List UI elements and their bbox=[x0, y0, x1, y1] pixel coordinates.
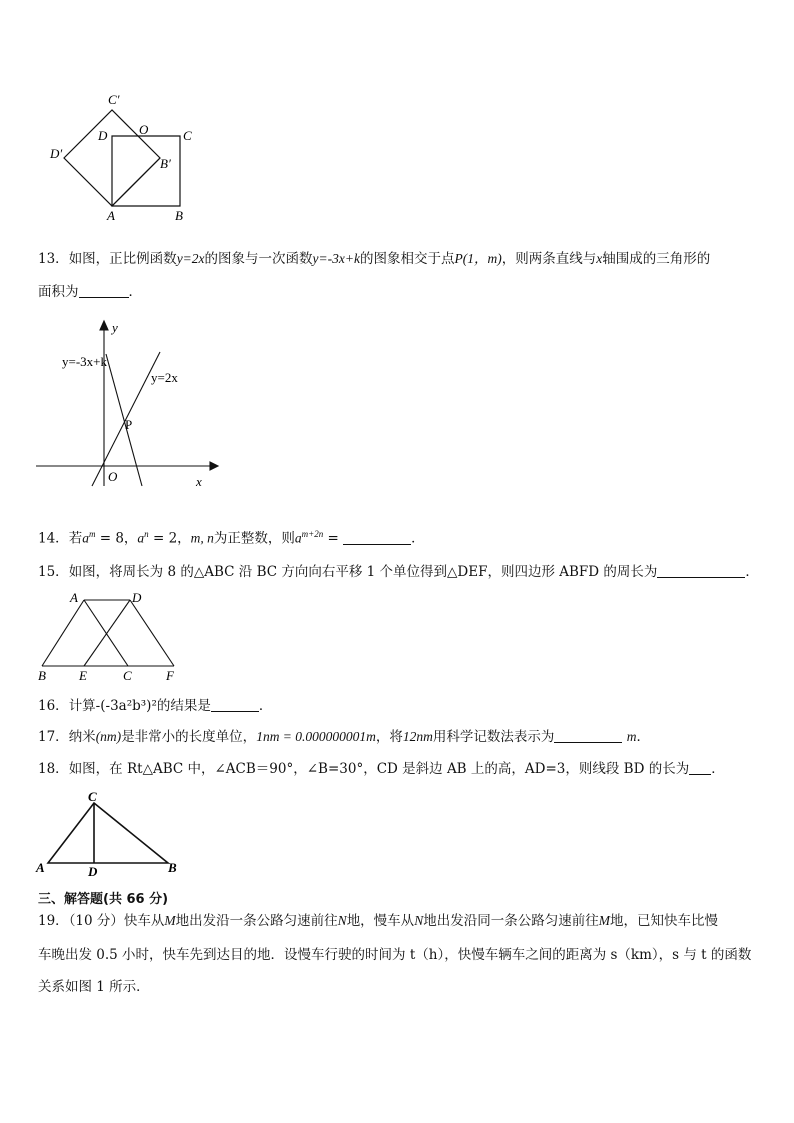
question-18 bbox=[38, 759, 725, 779]
q14-eq3: = bbox=[323, 530, 344, 547]
q13-line2-text: 面积为 bbox=[38, 284, 79, 300]
q13-end: ． bbox=[128, 284, 142, 300]
q14-sup3: m+2n bbox=[301, 529, 324, 539]
label-line1: y=-3x+k bbox=[62, 354, 107, 369]
q14-sup2: n bbox=[144, 529, 149, 539]
q19-text-1: 快车从 bbox=[123, 913, 165, 929]
q13-text-2: 的图象与一次函数 bbox=[204, 251, 313, 267]
q13-formula-2: y=-3x+k bbox=[312, 251, 360, 266]
y-axis-arrow bbox=[100, 321, 108, 330]
q17-end: ． bbox=[636, 729, 650, 745]
q19-n: N bbox=[337, 913, 347, 928]
question-14 bbox=[38, 524, 425, 549]
q13-text-5: 轴围成的三角形的 bbox=[602, 251, 711, 267]
label-f: F bbox=[166, 668, 174, 683]
q17-unit: m bbox=[626, 729, 637, 744]
q19-score: （10 分） bbox=[68, 913, 124, 929]
label-o: O bbox=[139, 122, 149, 137]
q14-eq1: = 8， bbox=[95, 530, 138, 547]
question-13-line-2 bbox=[38, 282, 142, 302]
q13-point-p: P(1，m) bbox=[454, 251, 502, 266]
triangle-abc bbox=[48, 803, 168, 863]
question-16 bbox=[38, 696, 272, 716]
q19-m: M bbox=[164, 913, 176, 928]
q13-formula-1: y=2x bbox=[176, 251, 205, 266]
q14-mn: m, n bbox=[190, 530, 214, 546]
q19-text-4: 地出发沿同一条公路匀速前往 bbox=[423, 913, 599, 929]
q14-answer-blank[interactable] bbox=[343, 530, 411, 545]
label-b: B bbox=[168, 860, 177, 875]
q14-text-2: 为正整数，则 bbox=[213, 530, 295, 547]
label-b: B bbox=[175, 208, 183, 223]
q16-text: 计算-(-3a²b³)²的结果是 bbox=[68, 698, 211, 714]
label-x: x bbox=[196, 474, 202, 489]
q17-answer-blank[interactable] bbox=[554, 728, 622, 743]
q18-text: 如图，在 Rt△ABC 中，∠ACB＝90°，∠B=30°，CD 是斜边 AB 上的高，AD=3，则线段 BD 的长为 bbox=[68, 761, 690, 777]
q17-text-4: 用科学记数法表示为 bbox=[432, 729, 555, 745]
question-19-line-2 bbox=[38, 945, 751, 965]
label-d: D bbox=[98, 128, 108, 143]
figure-q12-squares bbox=[40, 88, 210, 226]
label-p: P bbox=[125, 417, 133, 432]
q17-value: 12nm bbox=[402, 729, 433, 744]
q19-text-2: 地出发沿一条公路匀速前往 bbox=[175, 913, 338, 929]
label-b: B bbox=[38, 668, 46, 683]
label-y: y bbox=[112, 320, 118, 335]
question-17 bbox=[38, 727, 650, 747]
q19-number: 19． bbox=[38, 913, 69, 929]
segment-df bbox=[130, 600, 174, 666]
label-c: C bbox=[183, 128, 192, 143]
label-c: C bbox=[88, 789, 97, 804]
q13-text-1: 如图，正比例函数 bbox=[68, 251, 177, 267]
question-13 bbox=[38, 249, 710, 269]
q18-answer-blank[interactable] bbox=[689, 760, 711, 775]
q14-eq2: = 2， bbox=[148, 530, 191, 547]
label-b1: B′ bbox=[160, 156, 171, 171]
label-o: O bbox=[108, 469, 118, 484]
q13-number: 13． bbox=[38, 251, 69, 267]
label-d: D bbox=[88, 864, 98, 878]
label-a: A bbox=[107, 208, 115, 223]
question-15 bbox=[38, 562, 759, 582]
q15-answer-blank[interactable] bbox=[657, 563, 745, 578]
q17-equation: 1nm = 0.000000001m bbox=[256, 729, 376, 744]
q14-a2: a bbox=[137, 530, 145, 546]
q14-end: ． bbox=[411, 530, 425, 547]
question-19 bbox=[38, 911, 718, 931]
label-d1: D′ bbox=[50, 146, 63, 161]
q14-number: 14． bbox=[38, 530, 69, 547]
q16-end: ． bbox=[258, 698, 273, 714]
label-a: A bbox=[36, 860, 45, 875]
question-19-line-3 bbox=[38, 977, 150, 997]
label-d: D bbox=[132, 590, 142, 605]
label-c: C bbox=[123, 668, 132, 683]
q19-text-3: 地，慢车从 bbox=[346, 913, 415, 929]
q17-number: 17． bbox=[38, 729, 69, 745]
figure-q15-triangles bbox=[34, 588, 184, 684]
q15-end: ． bbox=[745, 564, 759, 580]
diagonal-ac bbox=[112, 158, 160, 206]
q13-x-var: x bbox=[596, 251, 603, 266]
figure-q13-graph bbox=[34, 318, 224, 494]
x-axis-arrow bbox=[210, 462, 218, 470]
q18-end: ． bbox=[711, 761, 725, 777]
q17-nm: (nm) bbox=[95, 729, 122, 744]
q19-text-5: 地，已知快车比慢 bbox=[609, 913, 718, 929]
section-3-title: 三、解答题(共 66 分) bbox=[38, 892, 169, 907]
label-c1: C′ bbox=[108, 92, 120, 107]
q14-a1: a bbox=[82, 530, 89, 546]
q13-answer-blank[interactable] bbox=[79, 283, 129, 298]
q18-number: 18． bbox=[38, 761, 69, 777]
q17-text-2: 是非常小的长度单位， bbox=[121, 729, 257, 745]
q19-n2: N bbox=[414, 913, 424, 928]
q19-m2: M bbox=[598, 913, 610, 928]
q16-answer-blank[interactable] bbox=[211, 697, 259, 712]
q15-text: 如图，将周长为 8 的△ABC 沿 BC 方向向右平移 1 个单位得到△DEF，则四边形 ABFD 的周长为 bbox=[68, 564, 658, 580]
q14-text-1: 若 bbox=[68, 530, 83, 547]
label-line2: y=2x bbox=[151, 370, 178, 385]
label-a: A bbox=[70, 590, 78, 605]
q16-number: 16． bbox=[38, 698, 69, 714]
q15-number: 15． bbox=[38, 564, 69, 580]
q17-text-3: ，将 bbox=[375, 729, 403, 745]
label-e: E bbox=[79, 668, 87, 683]
q17-text-1: 纳米 bbox=[68, 729, 96, 745]
q14-a3: a bbox=[294, 530, 302, 546]
q19-line2-text: 车晚出发 0.5 小时，快车先到达目的地．设慢车行驶的时间为 t（h），快慢车辆车之间的距离为 s（km），s 与 t 的函数 bbox=[38, 947, 752, 963]
q19-line3-text: 关系如图 1 所示． bbox=[38, 979, 150, 995]
q13-text-3: 的图象相交于点 bbox=[359, 251, 455, 267]
figure-q18-triangle bbox=[34, 786, 184, 878]
segment-ab bbox=[42, 600, 84, 666]
q14-sup1: m bbox=[88, 529, 96, 539]
q13-text-4: ，则两条直线与 bbox=[501, 251, 597, 267]
